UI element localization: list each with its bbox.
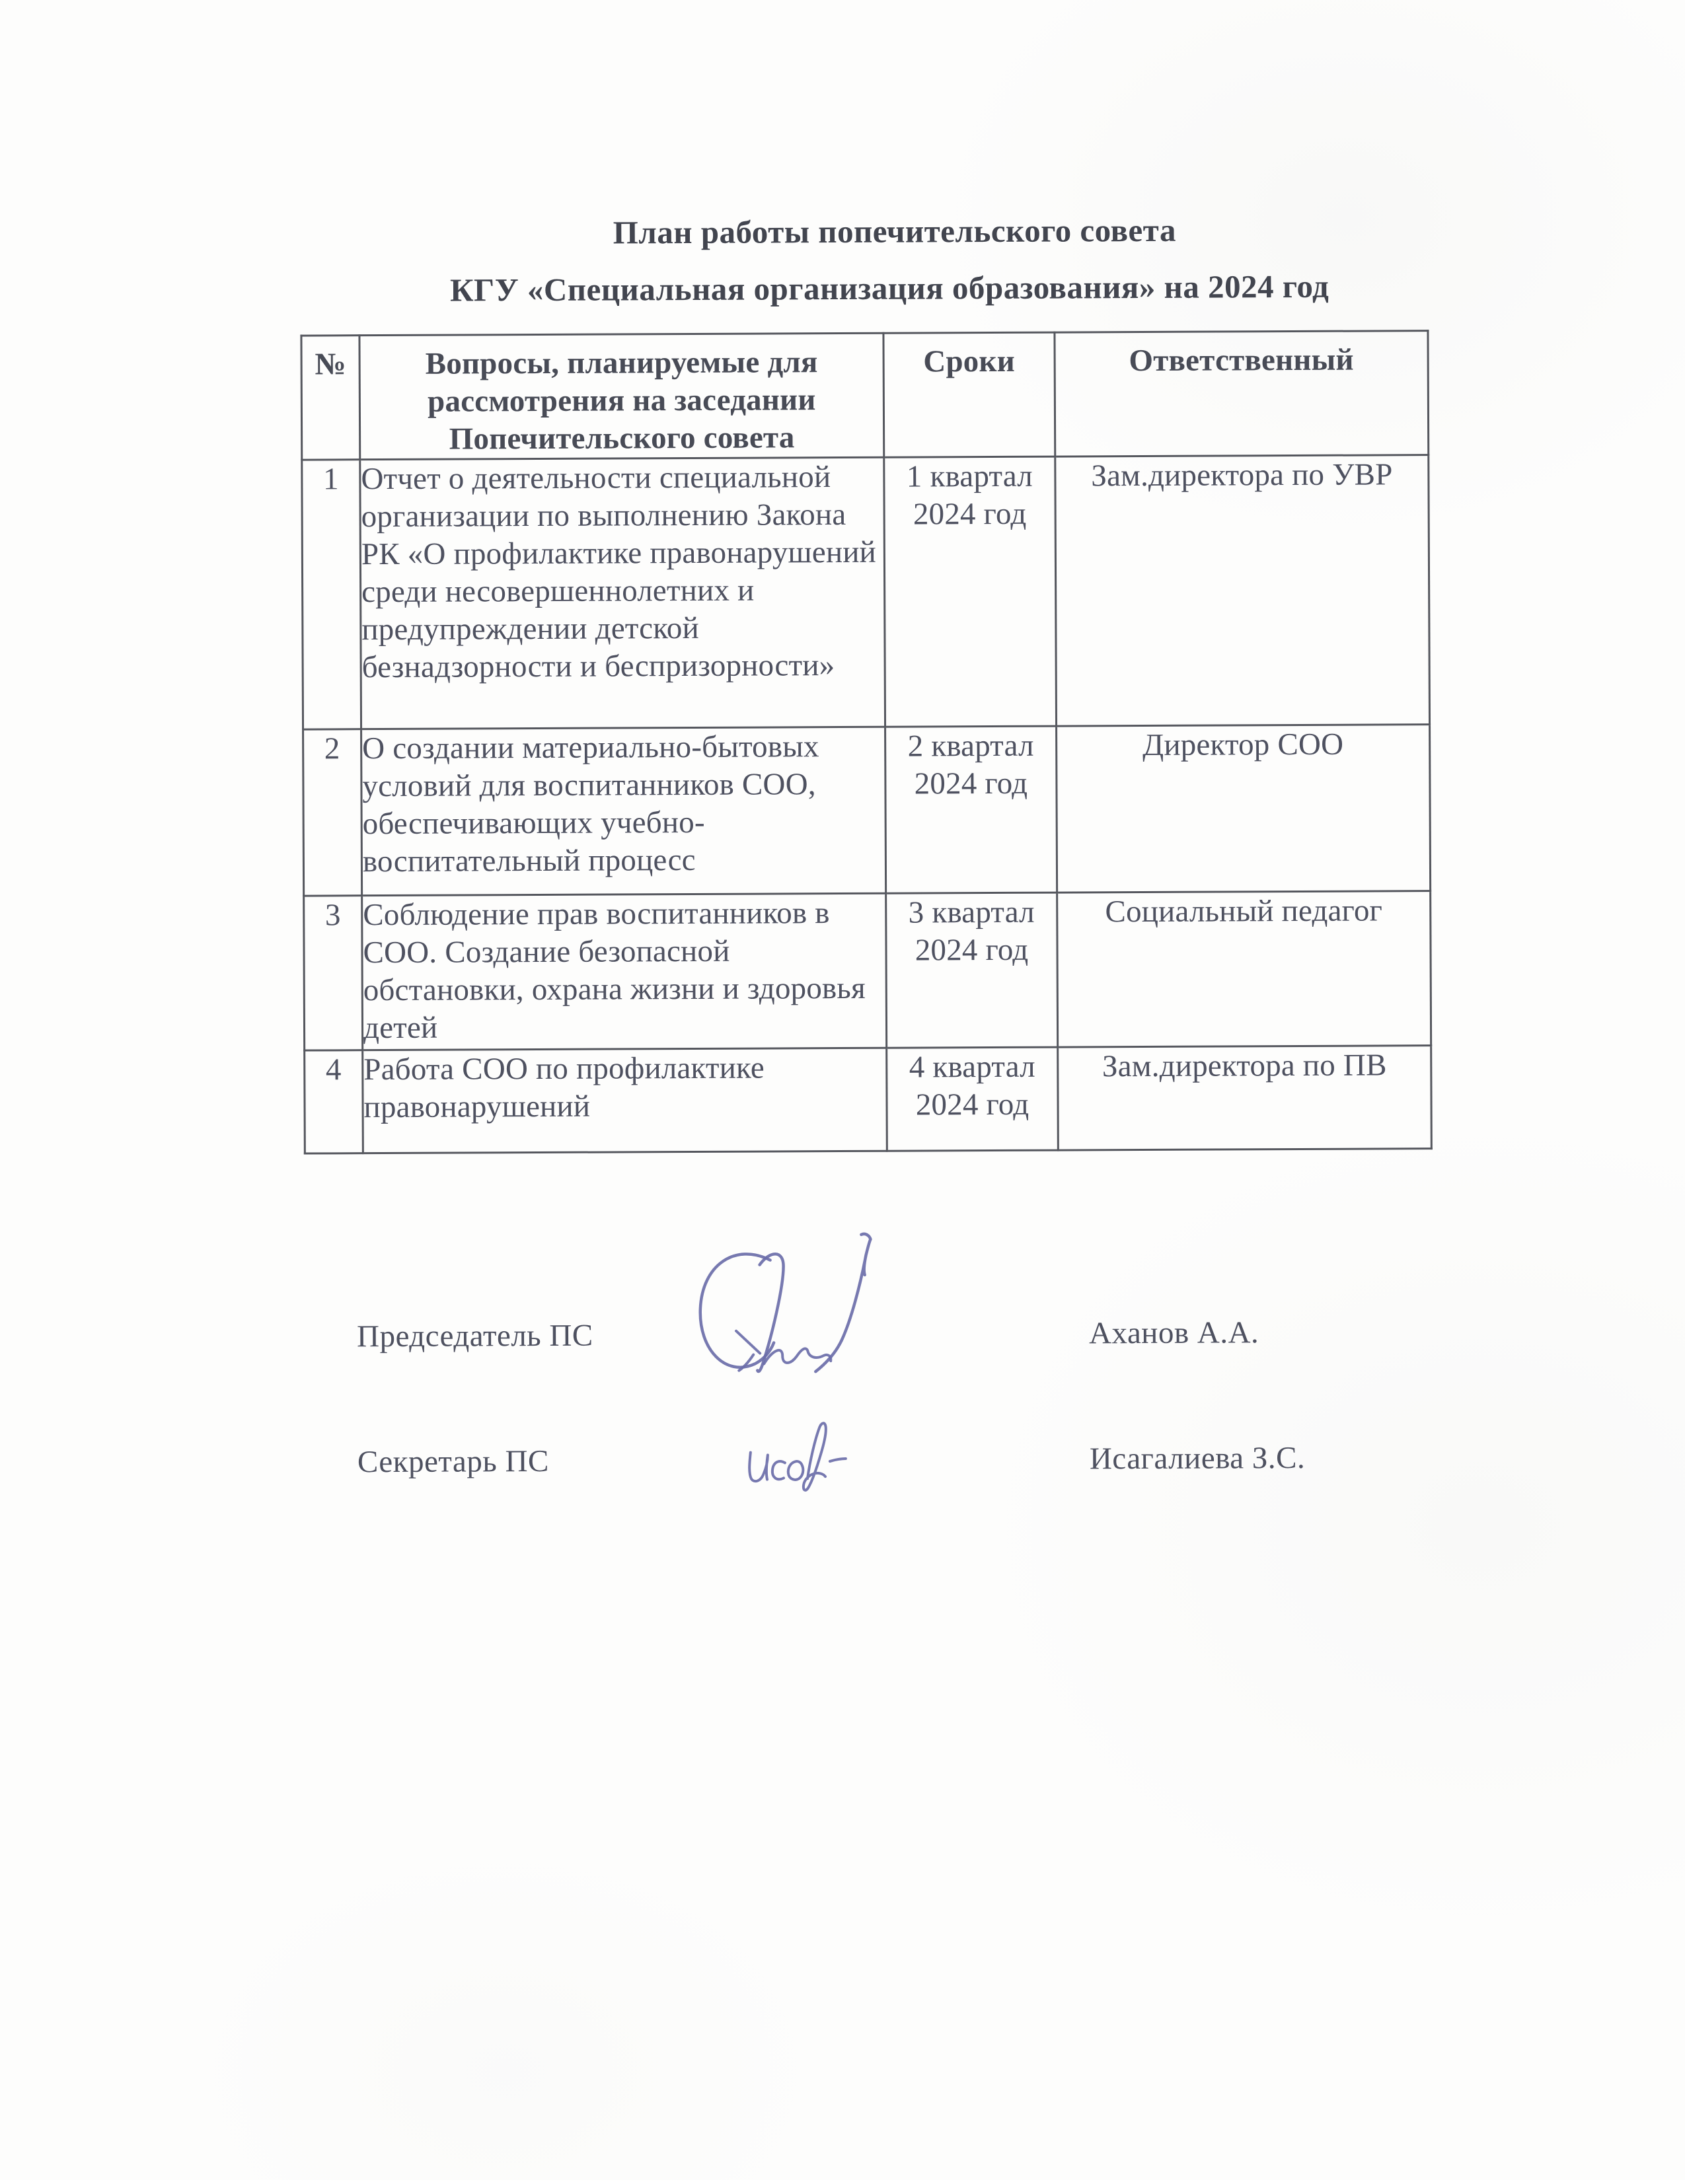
row-term: 1 квартал 2024 год [884, 456, 1057, 727]
row-question: Соблюдение прав воспитанников в СОО. Создание безопасной обстановки, охрана жизни и здоровья детей [362, 893, 887, 1050]
row-term: 3 квартал 2024 год [886, 892, 1058, 1048]
row-question: Отчет о деятельности специальной организации по выполнению Закона РК «О профилактике правонарушений среди несовершеннолетних и предупреждении детской безнадзорности и беспризорности» [360, 457, 885, 729]
row-number: 2 [303, 729, 362, 896]
table-row [304, 891, 1431, 1050]
row-responsible: Зам.директора по ПВ [1058, 1046, 1432, 1150]
table-row [302, 455, 1430, 729]
signature-name-secretary: Исагалиева З.С. [1089, 1440, 1306, 1476]
signature-role-chairman: Председатель ПС [356, 1318, 593, 1354]
secretary-signature [741, 1412, 920, 1505]
row-question: Работа СОО по профилактике правонарушений [363, 1048, 887, 1153]
row-responsible: Зам.директора по УВР [1055, 455, 1430, 726]
document-title-line1: План работы попечительского совета [613, 211, 1177, 251]
signature-role-secretary: Секретарь ПС [357, 1443, 549, 1480]
work-plan-table [300, 330, 1432, 1154]
row-number: 4 [305, 1050, 363, 1153]
row-question: О создании материально-бытовых условий для воспитанников СОО, обеспечивающих учебно-воспитательный процесс [361, 727, 886, 895]
header-questions: Вопросы, планируемые для рассмотрения на заседании Попечительского совета [359, 333, 884, 459]
header-number: № [301, 336, 360, 460]
table-row [303, 725, 1431, 896]
row-responsible: Социальный педагог [1057, 891, 1431, 1047]
row-number: 1 [302, 460, 361, 729]
table-row [305, 1046, 1432, 1153]
header-terms: Сроки [883, 332, 1055, 457]
signature-name-chairman: Аханов А.А. [1088, 1315, 1259, 1351]
row-number: 3 [304, 896, 363, 1050]
row-term: 4 квартал 2024 год [887, 1047, 1059, 1151]
table-header-row [301, 331, 1429, 460]
chairman-signature [685, 1223, 884, 1389]
header-responsible: Ответственный [1055, 331, 1429, 456]
row-term: 2 квартал 2024 год [885, 726, 1057, 893]
row-responsible: Директор СОО [1057, 725, 1431, 892]
document-title-line2: КГУ «Специальная организация образования» на 2024 год [449, 268, 1329, 309]
